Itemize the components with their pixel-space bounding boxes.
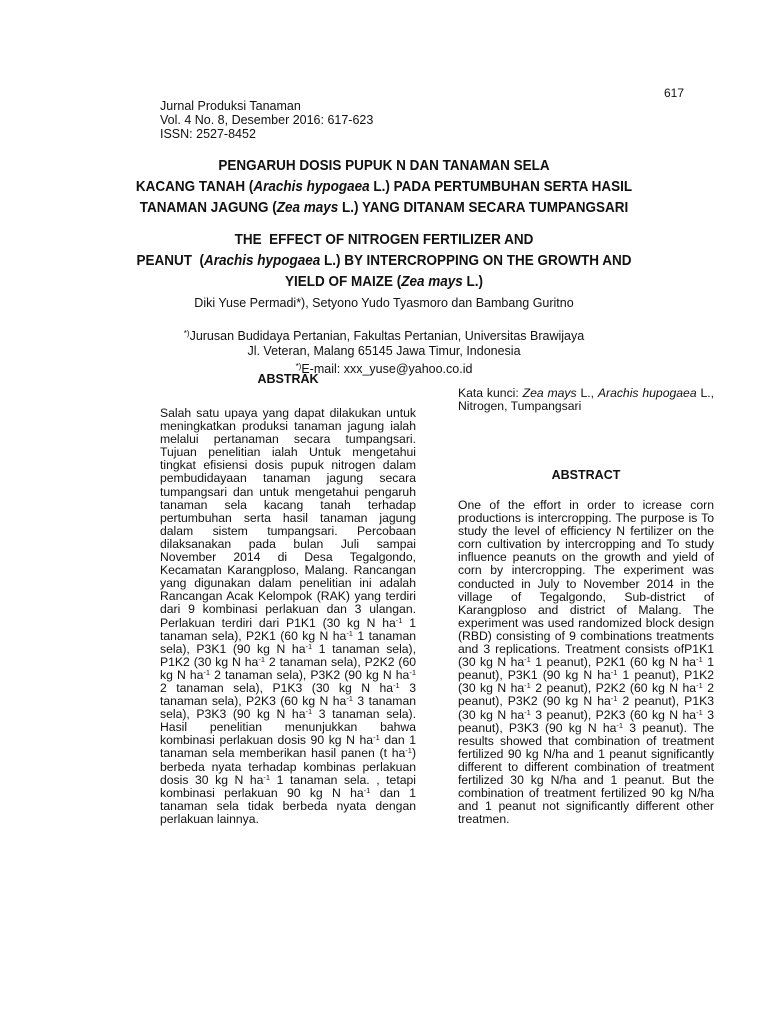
- affiliation-line-1: [100, 326, 668, 344]
- title-english: [128, 229, 639, 292]
- title-en-species: Arachis hypogaea: [203, 252, 321, 269]
- abstrak-heading: ABSTRAK: [257, 372, 319, 386]
- abstract-text: 2 peanut), P1K3 (30 kg N ha: [458, 694, 714, 722]
- title-id-species: Arachis hypogaea: [253, 178, 370, 195]
- affiliation: [100, 326, 668, 377]
- title-en-text: L.): [462, 273, 484, 290]
- abstract-text: 2 peanut), P3K2 (90 kg N ha: [458, 681, 714, 709]
- superscript: -1: [409, 667, 416, 677]
- keywords-label: Kata kunci:: [458, 386, 523, 400]
- superscript: -1: [363, 785, 371, 795]
- title-id-text: TANAMAN JAGUNG (: [139, 199, 277, 216]
- abstrak-text: Salah satu upaya yang dapat dilakukan untuk meningkatkan produksi tanaman jagung ialah melalui pertanaman secara tumpangsari. Tujuan penelitian ialah Untuk mengetahui tingkat efisiensi dosis pupuk nitrogen dalam pembudidayaan tanaman jagung secara tumpangsari dan untuk mengetahui pengaruh tanaman sela kacang tanah terhadap pertumbuhan serta hasil tanaman jagung dalam sistem tumpangsari. Percobaan dilaksanakan pada bulan Juli sampai November 2014 di Desa Tegalgondo, Kecamatan Karangploso, Malang. Rancangan yang digunakan dalam penelitian ini adalah Rancangan Acak Kelompok (RAK) yang terdiri dari 9 kombinasi perlakuan dan 3 ulangan. Perlakuan terdiri dari P1K1 (30 kg N ha: [160, 407, 416, 630]
- title-en-line-3: [128, 271, 639, 292]
- title-id-text: KACANG TANAH (: [135, 178, 254, 195]
- abstrak-text: ) berbeda nyata terhadap kombinas perlakuan dosis 30 kg N ha: [160, 746, 416, 787]
- superscript: -1: [524, 681, 531, 691]
- title-id-line-3: [128, 197, 639, 218]
- superscript: -1: [395, 615, 403, 625]
- abstract-heading: ABSTRACT: [551, 468, 621, 482]
- abstract-text: One of the effort in order to icrease corn productions is intercropping. The purpose is To study the level of efficiency N fertilizer on the corn cultivation by intercropping and To study influence peanuts on the growth and yield of corn by intercropping. The experiment was conducted in July to November 2014 in the village of Tegalgondo, Sub-district of Karangploso and district of Malang. The experiment was used randomized block design (RBD) consisting of 9 combinations treatments and 3 replications. Treatment consists ofP1K1 (30 kg N ha: [458, 498, 714, 670]
- affiliation-line-2: Jl. Veteran, Malang 65145 Jawa Timur, Indonesia: [247, 344, 521, 358]
- superscript: -1: [610, 694, 618, 704]
- abstrak-text: 2 tanaman sela), P3K2 (90 kg N ha: [210, 667, 410, 682]
- abstrak-text: 2 tanaman sela), P2K2 (60 kg N ha: [160, 654, 416, 682]
- abstrak-text: 1 tanaman sela), P1K2 (30 kg N ha: [160, 641, 416, 669]
- abstrak-text: dan 1 tanaman sela memberikan hasil panen (t ha: [160, 733, 416, 761]
- superscript: -1: [610, 668, 618, 678]
- superscript: -1: [346, 694, 353, 704]
- title-en-line-2: [128, 250, 639, 271]
- superscript: -1: [346, 628, 353, 638]
- affiliation-mark: *): [183, 329, 190, 338]
- superscript: -1: [373, 733, 380, 743]
- keywords-sep: L.,: [576, 386, 598, 400]
- superscript: -1: [616, 720, 624, 730]
- title-en-line-1: THE EFFECT OF NITROGEN FERTILIZER AND: [234, 231, 534, 248]
- title-id-text: L.) PADA PERTUMBUHAN SERTA HASIL: [369, 178, 633, 195]
- abstrak-text: 1 tanaman sela. , tetapi kombinasi perlakuan 90 kg N ha: [160, 772, 416, 800]
- abstrak-body-part-1: [160, 407, 416, 879]
- journal-name: Jurnal Produksi Tanaman: [160, 99, 301, 113]
- abstrak-text: 1 tanaman sela), P2K1 (60 kg N ha: [160, 615, 416, 643]
- keywords-rest: L., Nitrogen, Tumpangsari: [458, 386, 714, 414]
- abstract-text: 3 peanut), P2K3 (60 kg N ha: [530, 707, 697, 722]
- superscript: -1: [524, 655, 531, 665]
- title-indonesian: [128, 155, 639, 218]
- superscript: -1: [393, 680, 400, 690]
- keyword-species: Arachis hupogaea: [597, 386, 697, 400]
- abstrak-text: 3 tanaman sela). Hasil penelitian menunjukkan bahwa kombinasi perlakuan dosis 90 kg N ha: [160, 707, 416, 748]
- abstract-text: 1 peanut), P2K1 (60 kg N ha: [530, 655, 697, 670]
- superscript: -1: [203, 667, 211, 677]
- abstrak-text: dan 1 tanaman sela tidak berbeda nyata dengan perlakuan lainnya.: [160, 785, 416, 826]
- abstract-text: 3 peanut), P3K3 (90 kg N ha: [458, 707, 714, 735]
- page-number: 617: [663, 86, 684, 100]
- title-en-text: YIELD OF MAIZE (: [284, 273, 402, 290]
- superscript: -1: [305, 707, 313, 717]
- abstrak-text: 3 tanaman sela), P3K3 (90 kg N ha: [160, 694, 416, 722]
- superscript: -1: [405, 746, 412, 756]
- superscript: -1: [524, 707, 531, 717]
- abstract-text: 1 peanut), P3K1 (90 kg N ha: [458, 655, 714, 683]
- title-en-text: L.) BY INTERCROPPING ON THE GROWTH AND: [320, 252, 632, 269]
- superscript: -1: [696, 655, 703, 665]
- superscript: -1: [263, 772, 271, 782]
- title-id-line-2: [128, 176, 639, 197]
- email-text: E-mail: xxx_yuse@yahoo.co.id: [301, 362, 473, 376]
- authors: Diki Yuse Permadi*), Setyono Yudo Tyasmoro dan Bambang Guritno: [194, 296, 574, 310]
- abstract-body: [458, 499, 714, 826]
- journal-issn: ISSN: 2527-8452: [160, 127, 256, 141]
- abstrak-text: 3 tanaman sela), P2K3 (60 kg N ha: [160, 680, 416, 709]
- superscript: -1: [696, 681, 703, 691]
- abstract-text: 2 peanut), P2K2 (60 kg N ha: [530, 681, 697, 696]
- abstrak-text: 2 tanaman sela), P1K3 (30 kg N ha: [160, 680, 394, 695]
- title-id-species: Zea mays: [276, 199, 339, 216]
- affiliation-mark: *): [295, 362, 302, 371]
- journal-info: [160, 99, 373, 141]
- title-id-line-1: PENGARUH DOSIS PUPUK N DAN TANAMAN SELA: [218, 157, 550, 174]
- title-en-text: PEANUT (: [136, 252, 204, 269]
- superscript: -1: [305, 641, 313, 651]
- affiliation-text: Jurusan Budidaya Pertanian, Fakultas Pertanian, Universitas Brawijaya: [189, 329, 585, 343]
- title-id-text: L.) YANG DITANAM SECARA TUMPANGSARI: [338, 199, 629, 216]
- title-en-species: Zea mays: [401, 273, 463, 290]
- abstract-text: 3 peanut). The results showed that combination of treatment fertilized 90 kg N/ha and 1 peanut significantly different to different combination of treatment fertilized 30 kg N/ha and 1 peanut. But the combination of treatment fertilized 90 kg N/ha and 1 peanut not significantly different other treatmen.: [458, 720, 714, 827]
- superscript: -1: [258, 654, 265, 664]
- journal-volume: Vol. 4 No. 8, Desember 2016: 617-623: [160, 113, 374, 127]
- keyword-species: Zea mays: [522, 386, 577, 400]
- keywords: [458, 387, 714, 413]
- abstract-text: 1 peanut), P1K2 (30 kg N ha: [458, 668, 714, 696]
- abstrak-text: 1 tanaman sela), P3K1 (90 kg N ha: [160, 628, 416, 656]
- superscript: -1: [696, 707, 703, 717]
